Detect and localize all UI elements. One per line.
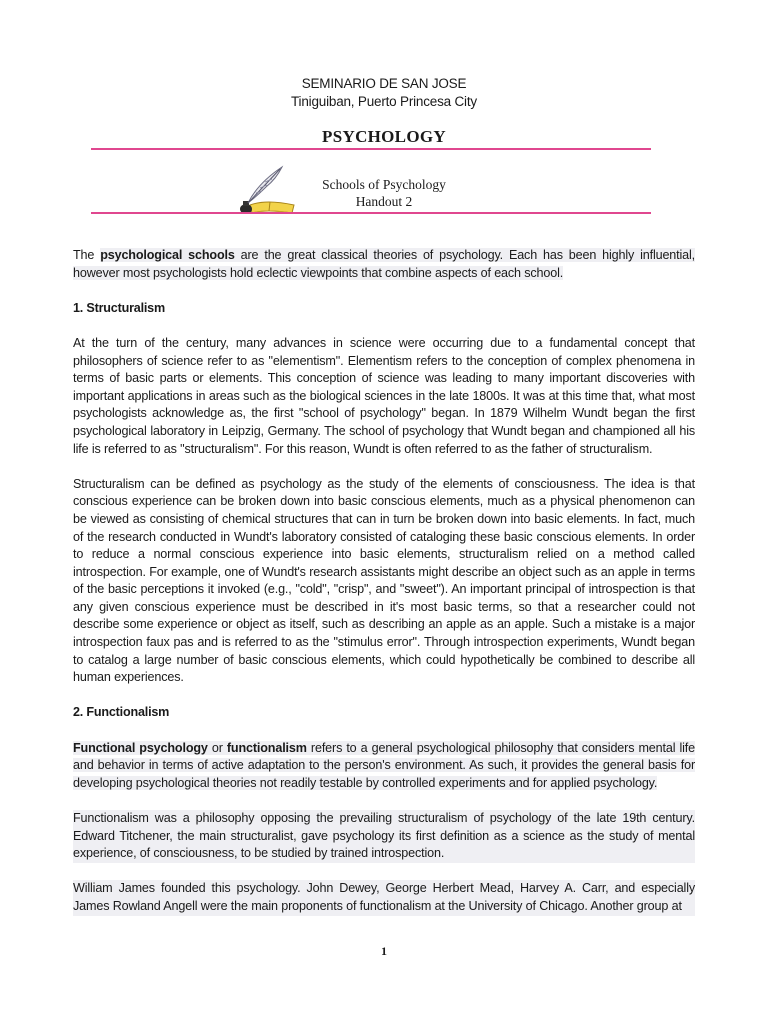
section-heading-functionalism: 2. Functionalism <box>73 705 170 720</box>
intro-prefix: The <box>73 248 101 262</box>
bottom-divider <box>91 212 651 214</box>
functionalism-paragraph-1 <box>73 740 695 793</box>
section-heading-structuralism: 1. Structuralism <box>73 300 165 315</box>
term-functionalism: functionalism <box>226 740 307 755</box>
term-psychological-schools: psychological schools <box>100 248 235 262</box>
document-body <box>73 247 695 933</box>
top-divider <box>91 148 651 150</box>
functionalism-paragraph-3: William James founded this psychology. John Dewey, George Herbert Mead, Harvey A. Carr, and especially James Rowland Angell were the main proponents of functionalism at the University of Chicago. Another group at <box>73 880 695 915</box>
page-title: PSYCHOLOGY <box>322 127 446 146</box>
intro-rest: are the great classical theories of psychology. Each has been highly influential, however most psychologists hold eclectic viewpoints that combine aspects of each school. <box>73 248 695 280</box>
school-name: SEMINARIO DE SAN JOSE <box>301 76 467 91</box>
intro-paragraph <box>73 247 695 282</box>
or-text: or <box>207 740 227 755</box>
structuralism-paragraph-1: At the turn of the century, many advances in science were occurring due to a fundamental concept that philosophers of science refer to as "elementism". Elementism refers to the conception of complex phenomena in terms of basic parts or elements. This conception of science was leading to many important discoveries with important applications in areas such as the biological sciences in the late 1800s. It was at this time that, what most psychologists acknowledge as, the first "school of psychology" began. In 1879 Wilhelm Wundt began the first psychological laboratory in Leipzig, Germany. The school of psychology that Wundt began and championed all his life is referred to as "structuralism". For this reason, Wundt is often referred to as the father of structuralism. <box>73 335 695 456</box>
school-location: Tiniguiban, Puerto Princesa City <box>291 94 477 109</box>
functionalism-paragraph-2: Functionalism was a philosophy opposing the prevailing structuralism of psychology of the late 19th century. Edward Titchener, the main structuralist, gave psychology its first definition as a science as the study of mental experience, of consciousness, to be studied by trained introspection. <box>73 810 695 863</box>
term-functional-psychology: Functional psychology <box>73 740 208 755</box>
page-number: 1 <box>381 944 387 958</box>
functionalism-p1-rest: refers to a general psychological philosophy that considers mental life and behavior in terms of active adaptation to the person's environment. As such, it provides the general basis for developing psychological theories not readily testable by controlled experiments and for applied psychology. <box>73 740 695 790</box>
structuralism-paragraph-2: Structuralism can be defined as psychology as the study of the elements of consciousness. The idea is that conscious experience can be broken down into basic conscious elements, much as a physical phenomenon can be viewed as consisting of chemical structures that can in turn be broken down into basic elements. In fact, much of the research conducted in Wundt's laboratory consisted of cataloging these basic conscious elements. In order to reduce a normal conscious experience into basic elements, structuralism relied on a method called introspection. For example, one of Wundt's research assistants might describe an object such as an apple in terms of the basic perceptions it invoked (e.g., "cold", "crisp", and "sweet"). An important principal of introspection is that any given conscious experience must be described in it's most basic terms, so that a researcher could not describe some experience or object as itself, such as describing an apple as an apple. Such a mistake is a major introspection faux pas and is referred to as the "stimulus error". Through introspection experiments, Wundt began to catalog a large number of basic conscious elements, which could hypothetically be combined to describe all human experiences. <box>73 476 695 685</box>
handout-subtitle: Schools of Psychology <box>322 177 446 192</box>
handout-number: Handout 2 <box>355 194 413 209</box>
